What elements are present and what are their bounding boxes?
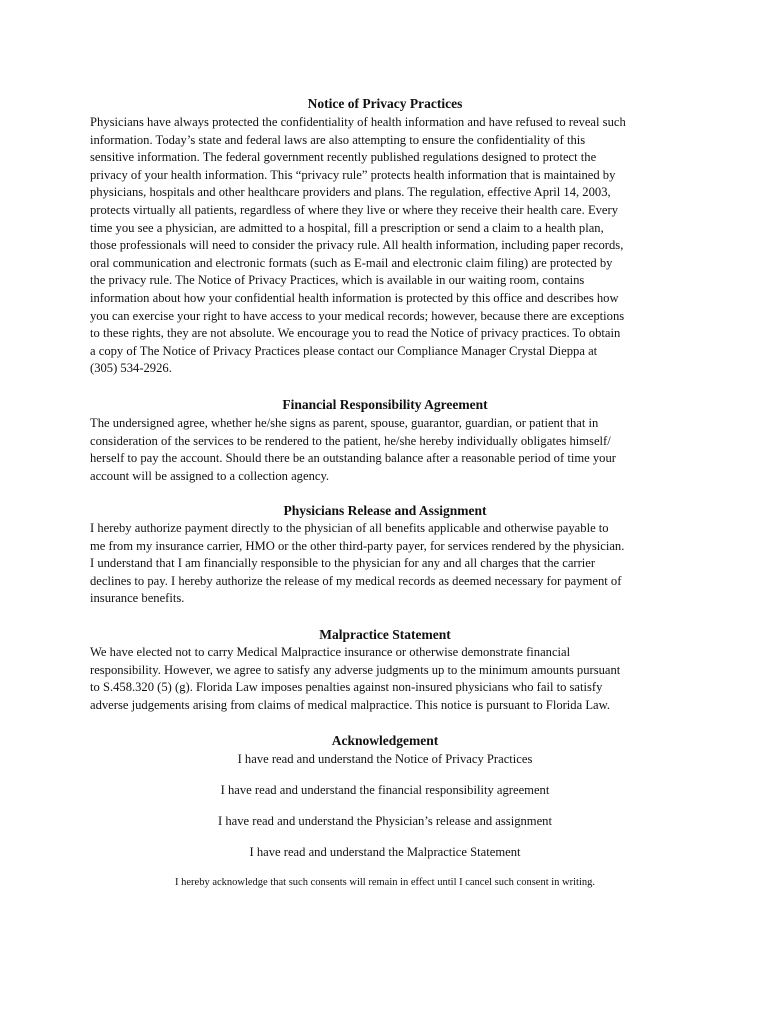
notice-line: protects virtually all patients, regardless of where they live or where they receive their health care. Every <box>90 202 619 217</box>
acknowledgement-item: I have read and understand the Notice of Privacy Practices <box>237 752 533 766</box>
acknowledgement-item: I have read and understand the financial responsibility agreement <box>220 783 550 797</box>
notice-line: a copy of The Notice of Privacy Practices please contact our Compliance Manager Crystal Dieppa at <box>90 343 598 358</box>
malpractice-paragraph <box>90 644 690 714</box>
notice-line: Physicians have always protected the confidentiality of health information and have refused to reveal such <box>90 115 626 129</box>
notice-line: you can exercise your right to have access to your medical records; however, because there are exceptions <box>90 308 625 323</box>
release-heading: Physicians Release and Assignment <box>283 503 487 518</box>
financial-line: herself to pay the account. Should there be an outstanding balance after a reasonable period of time your <box>90 451 616 466</box>
financial-line: The undersigned agree, whether he/she signs as parent, spouse, guarantor, guardian, or patient that in <box>90 416 599 430</box>
notice-line: those professionals will need to consider the privacy rule. All health information, including paper records, <box>90 238 624 253</box>
release-line: I understand that I am financially responsible to the physician for any and all charges that the carrier <box>90 556 596 571</box>
malpractice-line: to S.458.320 (5) (g). Florida Law imposes penalties against non-insured physicians who fail to satisfy <box>90 680 603 695</box>
financial-line: account will be assigned to a collection agency. <box>90 468 330 483</box>
financial-line: consideration of the services to be rendered to the patient, he/she hereby individually obligates himself/ <box>90 433 611 448</box>
financial-heading: Financial Responsibility Agreement <box>282 397 488 412</box>
malpractice-heading: Malpractice Statement <box>319 627 451 642</box>
malpractice-line: We have elected not to carry Medical Malpractice insurance or otherwise demonstrate financial <box>90 645 571 659</box>
acknowledgement-heading: Acknowledgement <box>331 733 439 748</box>
notice-heading: Notice of Privacy Practices <box>307 96 463 111</box>
notice-line: information. Today’s state and federal laws are also attempting to ensure the confidentiality of this <box>90 132 586 147</box>
release-line: declines to pay. I hereby authorize the release of my medical records as deemed necessary for payment of <box>90 573 622 588</box>
release-line: I hereby authorize payment directly to the physician of all benefits applicable and otherwise payable to <box>90 521 609 535</box>
malpractice-line: adverse judgements arising from claims of medical malpractice. This notice is pursuant to Florida Law. <box>90 697 611 712</box>
malpractice-line: responsibility. However, we agree to satisfy any adverse judgments up to the minimum amounts pursuant <box>90 662 621 677</box>
notice-line: to these rights, they are not absolute. We encourage you to read the Notice of privacy practices. To obtain <box>90 326 621 341</box>
notice-line: oral communication and electronic formats (such as E-mail and electronic claim filing) are protected by <box>90 255 613 270</box>
consent-footnote: I hereby acknowledge that such consents will remain in effect until I cancel such consent in writing. <box>175 877 595 888</box>
acknowledgement-item: I have read and understand the Malpractice Statement <box>249 845 521 859</box>
release-line: me from my insurance carrier, HMO or the other third-party payer, for services rendered by the physician. <box>90 538 625 553</box>
release-paragraph <box>90 520 690 608</box>
notice-paragraph <box>90 114 690 378</box>
notice-line: information about how your confidential health information is protected by this office and describes how <box>90 290 619 305</box>
release-line: insurance benefits. <box>90 591 185 606</box>
notice-line: time you see a physician, are admitted to a hospital, fill a prescription or send a claim to a health plan, <box>90 220 604 235</box>
financial-paragraph <box>90 415 690 485</box>
acknowledgement-item: I have read and understand the Physician’s release and assignment <box>218 814 552 828</box>
notice-line: privacy of your health information. This “privacy rule” protects health information that is maintained by <box>90 167 616 182</box>
notice-line: (305) 534-2926. <box>90 361 172 376</box>
notice-line: the privacy rule. The Notice of Privacy Practices, which is available in our waiting room, contains <box>90 273 585 288</box>
notice-line: sensitive information. The federal government recently published regulations designed to protect the <box>90 150 597 165</box>
notice-line: physicians, hospitals and other healthcare providers and plans. The regulation, effective April 14, 2003, <box>90 185 611 200</box>
